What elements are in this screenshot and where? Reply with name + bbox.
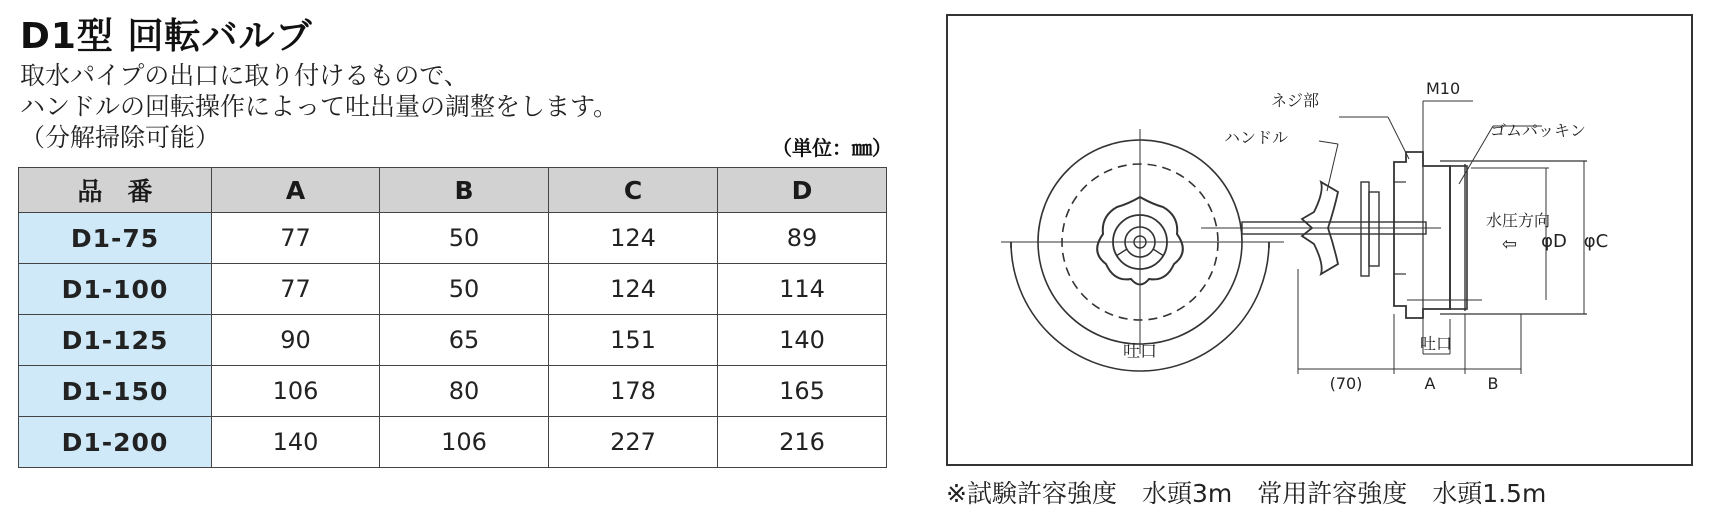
- outlet-front-label: 吐口: [1123, 342, 1157, 362]
- table-cell: 227: [549, 417, 718, 468]
- table-cell: 140: [718, 315, 887, 366]
- table-row: [19, 264, 887, 315]
- table-cell: 178: [549, 366, 718, 417]
- dim-a-label: A: [1424, 374, 1436, 393]
- table-cell: 165: [718, 366, 887, 417]
- label-gasket: ゴムパッキン: [1490, 121, 1586, 140]
- model-cell: D1-100: [19, 264, 212, 315]
- description: [20, 60, 618, 153]
- table-cell: 124: [549, 213, 718, 264]
- diagram-frame: [947, 15, 1692, 465]
- table-cell: 65: [380, 315, 549, 366]
- model-cell: D1-200: [19, 417, 212, 468]
- pressure-arrow: ⇦: [1502, 234, 1518, 255]
- header-c: C: [549, 168, 718, 213]
- table-cell: 124: [549, 264, 718, 315]
- label-neji: ネジ部: [1271, 91, 1320, 110]
- table-row: [19, 213, 887, 264]
- label-handle: ハンドル: [1224, 128, 1289, 147]
- model-cell: D1-75: [19, 213, 212, 264]
- header-a: A: [212, 168, 380, 213]
- table-row: [19, 417, 887, 468]
- table-header-row: [19, 168, 887, 213]
- table-cell: 80: [380, 366, 549, 417]
- table-cell: 50: [380, 213, 549, 264]
- spec-table: [18, 167, 887, 468]
- table-cell: 90: [212, 315, 380, 366]
- table-cell: 50: [380, 264, 549, 315]
- table-cell: 216: [718, 417, 887, 468]
- label-phi-d: φD: [1541, 231, 1567, 252]
- table-row: [19, 315, 887, 366]
- table-cell: 114: [718, 264, 887, 315]
- label-pressure: 水圧方向: [1486, 211, 1551, 230]
- description-line: ハンドルの回転操作によって吐出量の調整をします。: [20, 92, 619, 121]
- table-cell: 151: [549, 315, 718, 366]
- dim-b-label: B: [1487, 374, 1499, 393]
- table-cell: 106: [380, 417, 549, 468]
- model-cell: D1-125: [19, 315, 212, 366]
- header-d: D: [718, 168, 887, 213]
- header-b: B: [380, 168, 549, 213]
- table-cell: 106: [212, 366, 380, 417]
- page-title: D1型 回転バルブ: [20, 16, 313, 57]
- dim-70-label: (70): [1329, 374, 1363, 393]
- table-cell: 77: [212, 213, 380, 264]
- table-cell: 140: [212, 417, 380, 468]
- model-cell: D1-150: [19, 366, 212, 417]
- description-line: 取水パイプの出口に取り付けるもので、: [20, 61, 469, 90]
- header-model: 品 番: [19, 168, 212, 213]
- outlet-side-label: 吐口: [1419, 334, 1453, 353]
- label-phi-c: φC: [1583, 231, 1609, 252]
- label-m10: M10: [1426, 79, 1461, 98]
- strength-note: ※試験許容強度 水頭3m 常用許容強度 水頭1.5m: [946, 479, 1547, 508]
- table-cell: 77: [212, 264, 380, 315]
- description-line: （分解掃除可能）: [20, 123, 221, 152]
- unit-label: （単位：㎜）: [772, 136, 892, 160]
- valve-diagram: [946, 14, 1693, 466]
- table-cell: 89: [718, 213, 887, 264]
- table-row: [19, 366, 887, 417]
